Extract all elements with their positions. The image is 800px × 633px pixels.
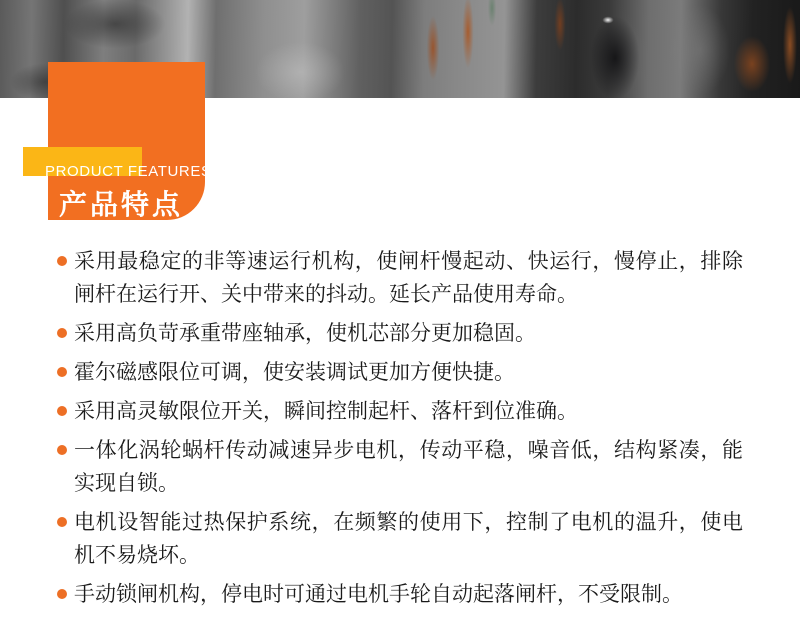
feature-text: 手动锁闸机构，停电时可通过电机手轮自动起落闸杆，不受限制。: [74, 583, 683, 606]
feature-text: 采用高负苛承重带座轴承，使机芯部分更加稳固。: [74, 322, 536, 345]
feature-item: [57, 578, 743, 611]
feature-text: 电机设智能过热保护系统，在频繁的使用下，控制了电机的温升，使电机不易烧坏。: [74, 511, 743, 567]
bullet-dot-icon: [57, 445, 67, 455]
feature-item: [57, 356, 743, 389]
bullet-dot-icon: [57, 589, 67, 599]
feature-text: 一体化涡轮蜗杆传动减速异步电机，传动平稳，噪音低，结构紧凑，能实现自锁。: [74, 439, 743, 495]
bullet-dot-icon: [57, 406, 67, 416]
feature-list: [57, 245, 743, 617]
feature-item: [57, 395, 743, 428]
section-title-en: PRODUCT FEATURES: [45, 163, 212, 180]
bullet-dot-icon: [57, 367, 67, 377]
feature-item: [57, 245, 743, 311]
bullet-dot-icon: [57, 328, 67, 338]
bullet-dot-icon: [57, 256, 67, 266]
bullet-dot-icon: [57, 517, 67, 527]
feature-item: [57, 317, 743, 350]
feature-text: 采用最稳定的非等速运行机构，使闸杆慢起动、快运行，慢停止，排除闸杆在运行开、关中带来的抖动。延长产品使用寿命。: [74, 250, 743, 306]
feature-text: 霍尔磁感限位可调，使安装调试更加方便快捷。: [74, 361, 515, 384]
feature-item: [57, 434, 743, 500]
feature-item: [57, 506, 743, 572]
section-title-zh: 产品特点: [59, 189, 184, 220]
feature-text: 采用高灵敏限位开关，瞬间控制起杆、落杆到位准确。: [74, 400, 578, 423]
